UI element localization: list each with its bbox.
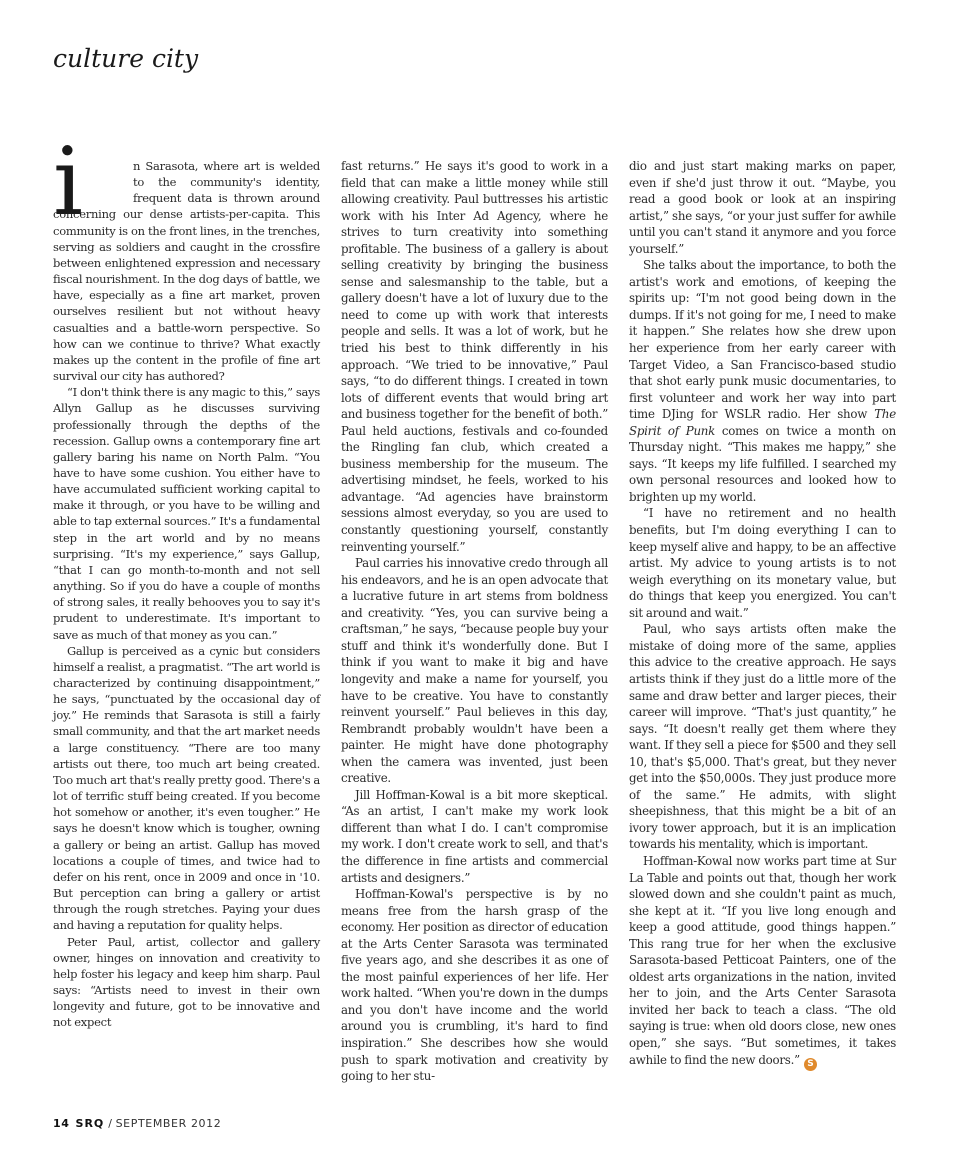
section-title: culture city	[53, 44, 199, 73]
paragraph-text: Hoffman-Kowal now works part time at Sur La Table and points out that, though her work slowed down and she couldn't paint as much, she kept at it. “If you live long enough and keep a good attitude, good things happen.” This rang true for her when the exclusive Sarasota-based Petticoat Painters, one of the oldest arts organizations in the nation, invited her to join, and the Arts Center Sarasota invited her back to teach a class. “The old saying is true: when old doors close, new ones open,” she says. “But sometimes, it takes awhile to find the new doors.”	[629, 853, 896, 1067]
paragraph-text: comes on twice a month on Thursday night. “This makes me happy,” she says. “It keeps my life fulfilled. I searched my own personal resources and looked how to brighten up my world.	[629, 423, 897, 504]
column-1	[53, 128, 320, 1030]
paragraph: Paul, who says artists often make the mistake of doing more of the same, applies this advice to the creative approach. He says artists think if they just do a little more of the same and draw better and larger pieces, their career will improve. “That's just quantity,” he says. “It doesn't really get them where they want. If they sell a piece for $500 and they sell 10, that's $5,000. That's great, but they never get into the $50,000s. They just produce more of the same.” He admits, with slight sheepishness, that this might be a bit of an ivory tower approach, but it is an implication towards his mentality, which is important.	[629, 622, 896, 852]
issue-date: SEPTEMBER 2012	[115, 1117, 222, 1130]
page-footer	[53, 1117, 221, 1130]
end-of-article-icon: S	[804, 1058, 817, 1071]
paragraph: Paul carries his innovative credo through all his endeavors, and he is an open advocate that a lucrative future in art stems from boldness and creativity. “Yes, you can survive being a craftsman,” he says, “because people buy your stuff and think it's wonderfully done. But I think if you want to make it big and have longevity and make a name for yourself, you have to be creative. You have to constantly reinvent yourself.” Paul believes in this day, Rembrandt probably wouldn't have been a painter. He might have done photography when the camera was invented, just been creative.	[341, 556, 608, 786]
drop-cap: i	[53, 128, 83, 237]
paragraph: “I have no retirement and no health benefits, but I'm doing everything I can to keep myself alive and happy, to be an affective artist. My advice to young artists is to not weigh everything on its monetary value, but do things that keep you energized. You can't sit around and wait.”	[629, 506, 896, 620]
page-number: 14	[53, 1117, 70, 1130]
paragraph: Gallup is perceived as a cynic but considers himself a realist, a pragmatist. “The art world is characterized by continuing disappointment,” he says, “punctuated by the occasional day of joy.” He reminds that Sarasota is still a fairly small community, and that the art market needs a large constituency. “There are too many artists out there, too much art being created. Too much art that's really pretty good. There's a lot of terrific stuff being created. If you become hot somehow or another, it's even tougher.” He says he doesn't know which is tougher, owning a gallery or being an artist. Gallup has moved locations a couple of times, and twice had to defer on his rent, once in 2009 and once in '10. But perception can bring a gallery or artist through the rough stretches. Paying your dues and having a reputation for quality helps.	[53, 643, 320, 933]
paragraph: dio and just start making marks on paper, even if she'd just throw it out. “Maybe, you read a good book or look at an inspiring artist,” she says, “or your just suffer for awhile until you can't stand it anymore and you force yourself.”	[629, 159, 896, 256]
magazine-logo: SRQ	[75, 1117, 105, 1130]
paragraph: Hoffman-Kowal's perspective is by no means free from the harsh grasp of the economy. Her position as director of education at the Arts Center Sarasota was terminated five years ago, and she describes it as one of the most painful experiences of her life. Her work halted. “When you're down in the dumps and you don't have income and the world around you is crumbling, it's hard to find inspiration.” She describes how she would push to spark motivation and creativity by going to her stu-	[341, 887, 608, 1084]
paragraph-text: She talks about the importance, to both the artist's work and emotions, of keeping the spirits up: “I'm not good being down in the dumps. If it's not going for me, I need to make it happen.” She relates how she drew upon her experience from her early career with Target Video, a San Francisco-based studio that shot early punk music documentaries, to first volunteer and work her way into part time DJing for WSLR radio. Her show	[629, 258, 896, 422]
paragraph: fast returns.” He says it's good to work in a field that can make a little money while still allowing creativity. Paul buttresses his artistic work with his Inter Ad Agency, where he strives to turn creativity into something profitable. The business of a gallery is about selling creativity by bringing the business sense and salesmanship to the table, but a gallery doesn't have a lot of luxury due to the need to come up with work that interests people and sells. It was a lot of work, but he tried his best to think differently in his approach. “We tried to be innovative,” Paul says, “to do different things. I created in town lots of different events that would bring art and business together for the benefit of both.” Paul held auctions, festivals and co-founded the Ringling fan club, which created a business membership for the museum. The advertising mindset, he feels, worked to his advantage. “Ad agencies have brainstorm sessions almost everyday, so you are used to constantly questioning yourself, constantly reinventing yourself.”	[341, 159, 608, 554]
article-body	[53, 128, 898, 1088]
paragraph: n Sarasota, where art is welded to the community's identity, frequent data is thrown around concerning our dense artists-per-capita. This community is on the front lines, in the trenches, serving as soldiers and caught in the crossfire between enlightened expression and necessary fiscal nourishment. In the dog days of battle, we have, especially as a fine art market, proven ourselves resilient but not without heavy casualties and a battle-worn perspective. So how can we continue to thrive? What exactly makes up the content in the profile of fine art survival our city has authored?	[53, 159, 320, 384]
paragraph	[629, 853, 896, 1071]
paragraph: “I don't think there is any magic to this,” says Allyn Gallup as he discusses surviving professionally through the depths of the recession. Gallup owns a contemporary fine art gallery baring his name on North Palm. “You have to have some cushion. You either have to have accumulated sufficient working capital to make it through, or you have to be willing and able to tap external sources.” It's a fundamental step in the art world and by no means surprising. “It's my experience,” says Gallup, “that I can go month-to-month and not sell anything. So if you do have a couple of months of strong sales, it really behooves you to say it's prudent to underestimate. It's important to save as much of that money as you can.”	[53, 385, 320, 642]
footer-separator: /	[108, 1117, 113, 1130]
paragraph	[629, 257, 896, 505]
column-3	[629, 158, 896, 1071]
show-title: The Spirit of Punk	[629, 407, 896, 438]
paragraph: Peter Paul, artist, collector and gallery owner, hinges on innovation and creativity to help foster his legacy and keep him sharp. Paul says: “Artists need to invest in their own longevity and future, got to be innovative and not expect	[53, 934, 320, 1030]
drop-cap-container	[53, 128, 133, 237]
column-2	[341, 158, 608, 1085]
paragraph: Jill Hoffman-Kowal is a bit more skeptical. “As an artist, I can't make my work look different than what I do. I can't compromise my work. I don't create work to sell, and that's the difference in fine artists and commercial artists and designers.”	[341, 787, 608, 885]
